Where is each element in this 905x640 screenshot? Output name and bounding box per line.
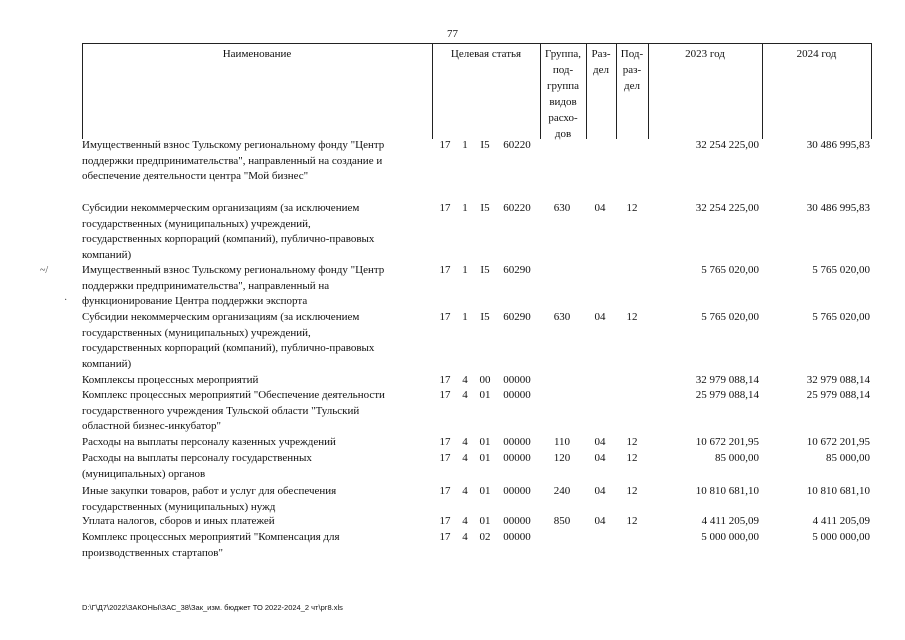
- target-direction: 00000: [503, 452, 531, 464]
- target-event: 01: [479, 452, 491, 464]
- target-event: 01: [479, 515, 491, 527]
- target-subprogram: 4: [462, 374, 468, 386]
- amount-2024: 5 765 020,00: [812, 264, 870, 276]
- target-subprogram: 4: [462, 436, 468, 448]
- target-direction: 60220: [503, 202, 531, 214]
- header-2024: 2024 год: [796, 48, 837, 60]
- target-event: 00: [479, 374, 491, 386]
- target-event: I5: [480, 311, 490, 323]
- scan-dot: ·: [64, 295, 68, 306]
- expense-group: 240: [553, 485, 571, 497]
- target-program: 17: [439, 515, 451, 527]
- target-subprogram: 1: [462, 311, 468, 323]
- row-name: Имущественный взнос Тульскому региональному фонду "Центр поддержки предпринимательства", направленный на создание и обеспечение деятельности центра "Мой бизнес": [82, 139, 385, 183]
- amount-2023: 85 000,00: [715, 452, 759, 464]
- amount-2024: 32 979 088,14: [806, 374, 870, 386]
- target-program: 17: [439, 452, 451, 464]
- target-program: 17: [439, 374, 451, 386]
- amount-2024: 10 810 681,10: [806, 485, 870, 497]
- target-direction: 00000: [503, 374, 531, 386]
- target-program: 17: [439, 389, 451, 401]
- row-name: Комплекс процессных мероприятий "Обеспечение деятельности государственного учреждения Тульской области "Тульский областной бизнес-инкубатор": [82, 389, 385, 433]
- target-subprogram: 4: [462, 485, 468, 497]
- target-program: 17: [439, 485, 451, 497]
- target-subprogram: 4: [462, 531, 468, 543]
- target-event: I5: [480, 202, 490, 214]
- amount-2024: 5 000 000,00: [812, 531, 870, 543]
- target-program: 17: [439, 264, 451, 276]
- podrazdel: 12: [626, 202, 638, 214]
- target-subprogram: 4: [462, 389, 468, 401]
- header-podrazdel: Под- раз- дел: [620, 48, 644, 92]
- amount-2023: 32 979 088,14: [695, 374, 759, 386]
- target-event: I5: [480, 264, 490, 276]
- header-razdel: Раз- дел: [591, 48, 611, 76]
- expense-group: 630: [553, 202, 571, 214]
- target-event: 01: [479, 485, 491, 497]
- target-direction: 60220: [503, 139, 531, 151]
- target-direction: 00000: [503, 389, 531, 401]
- expense-group: 850: [553, 515, 571, 527]
- target-program: 17: [439, 436, 451, 448]
- header-2023: 2023 год: [685, 48, 725, 60]
- target-direction: 00000: [503, 515, 531, 527]
- target-subprogram: 1: [462, 139, 468, 151]
- podrazdel: 12: [626, 452, 638, 464]
- amount-2023: 25 979 088,14: [695, 389, 759, 401]
- target-event: I5: [480, 139, 490, 151]
- razdel: 04: [594, 436, 606, 448]
- header-divider: [871, 43, 872, 139]
- row-name: Иные закупки товаров, работ и услуг для обеспечения государственных (муниципальных) нужд: [82, 485, 337, 513]
- target-program: 17: [439, 531, 451, 543]
- target-subprogram: 4: [462, 452, 468, 464]
- razdel: 04: [594, 515, 606, 527]
- amount-2024: 30 486 995,83: [806, 139, 870, 151]
- row-name: Комплексы процессных мероприятий: [82, 374, 259, 386]
- target-direction: 00000: [503, 485, 531, 497]
- expense-group: 110: [553, 436, 571, 448]
- podrazdel: 12: [626, 311, 638, 323]
- amount-2023: 5 765 020,00: [701, 264, 759, 276]
- row-name: Уплата налогов, сборов и иных платежей: [82, 515, 275, 527]
- header-target: Целевая статья: [450, 48, 522, 60]
- expense-group: 630: [553, 311, 571, 323]
- header-group: Группа, под- группа видов расхо- дов: [545, 48, 581, 140]
- amount-2023: 10 810 681,10: [695, 485, 759, 497]
- amount-2024: 5 765 020,00: [812, 311, 870, 323]
- amount-2024: 4 411 205,09: [812, 515, 870, 527]
- row-name: Расходы на выплаты персоналу государственных (муниципальных) органов: [82, 452, 312, 480]
- target-direction: 60290: [503, 264, 531, 276]
- target-event: 02: [479, 531, 491, 543]
- header-name: Наименование: [222, 48, 292, 60]
- razdel: 04: [594, 452, 606, 464]
- expense-group: 120: [553, 452, 571, 464]
- podrazdel: 12: [626, 436, 638, 448]
- target-direction: 00000: [503, 436, 531, 448]
- target-event: 01: [479, 436, 491, 448]
- amount-2023: 5 765 020,00: [701, 311, 759, 323]
- amount-2023: 4 411 205,09: [701, 515, 759, 527]
- page-number: 77: [447, 28, 458, 40]
- amount-2024: 30 486 995,83: [806, 202, 870, 214]
- scan-mark: ~/: [40, 265, 49, 276]
- target-program: 17: [439, 139, 451, 151]
- target-direction: 60290: [503, 311, 531, 323]
- amount-2023: 10 672 201,95: [695, 436, 759, 448]
- podrazdel: 12: [626, 515, 638, 527]
- row-name: Расходы на выплаты персоналу казенных учреждений: [82, 436, 336, 448]
- amount-2024: 10 672 201,95: [806, 436, 870, 448]
- razdel: 04: [594, 202, 606, 214]
- target-subprogram: 1: [462, 202, 468, 214]
- target-subprogram: 1: [462, 264, 468, 276]
- amount-2024: 85 000,00: [826, 452, 870, 464]
- amount-2024: 25 979 088,14: [806, 389, 870, 401]
- target-subprogram: 4: [462, 515, 468, 527]
- target-event: 01: [479, 389, 491, 401]
- amount-2023: 5 000 000,00: [701, 531, 759, 543]
- razdel: 04: [594, 311, 606, 323]
- row-name: Субсидии некоммерческим организациям (за исключением государственных (муниципальных) учреждений, государственных корпораций (компаний), публично-правовых компаний): [82, 311, 375, 370]
- amount-2023: 32 254 225,00: [695, 139, 759, 151]
- target-direction: 00000: [503, 531, 531, 543]
- row-name: Субсидии некоммерческим организациям (за исключением государственных (муниципальных) учреждений, государственных корпораций (компаний), публично-правовых компаний): [82, 202, 375, 261]
- target-program: 17: [439, 202, 451, 214]
- podrazdel: 12: [626, 485, 638, 497]
- row-name: Комплекс процессных мероприятий "Компенсация для производственных стартапов": [82, 531, 340, 559]
- target-program: 17: [439, 311, 451, 323]
- razdel: 04: [594, 485, 606, 497]
- row-name: Имущественный взнос Тульскому региональному фонду "Центр поддержки предпринимательства", направленный на функционирование Центра поддержки экспорта: [82, 264, 385, 308]
- file-path: D:\Г\Д7\2022\ЗАКОНЫ\ЗАС_38\Зак_изм. бюджет ТО 2022-2024_2 чт\рг8.xls: [82, 603, 343, 612]
- amount-2023: 32 254 225,00: [695, 202, 759, 214]
